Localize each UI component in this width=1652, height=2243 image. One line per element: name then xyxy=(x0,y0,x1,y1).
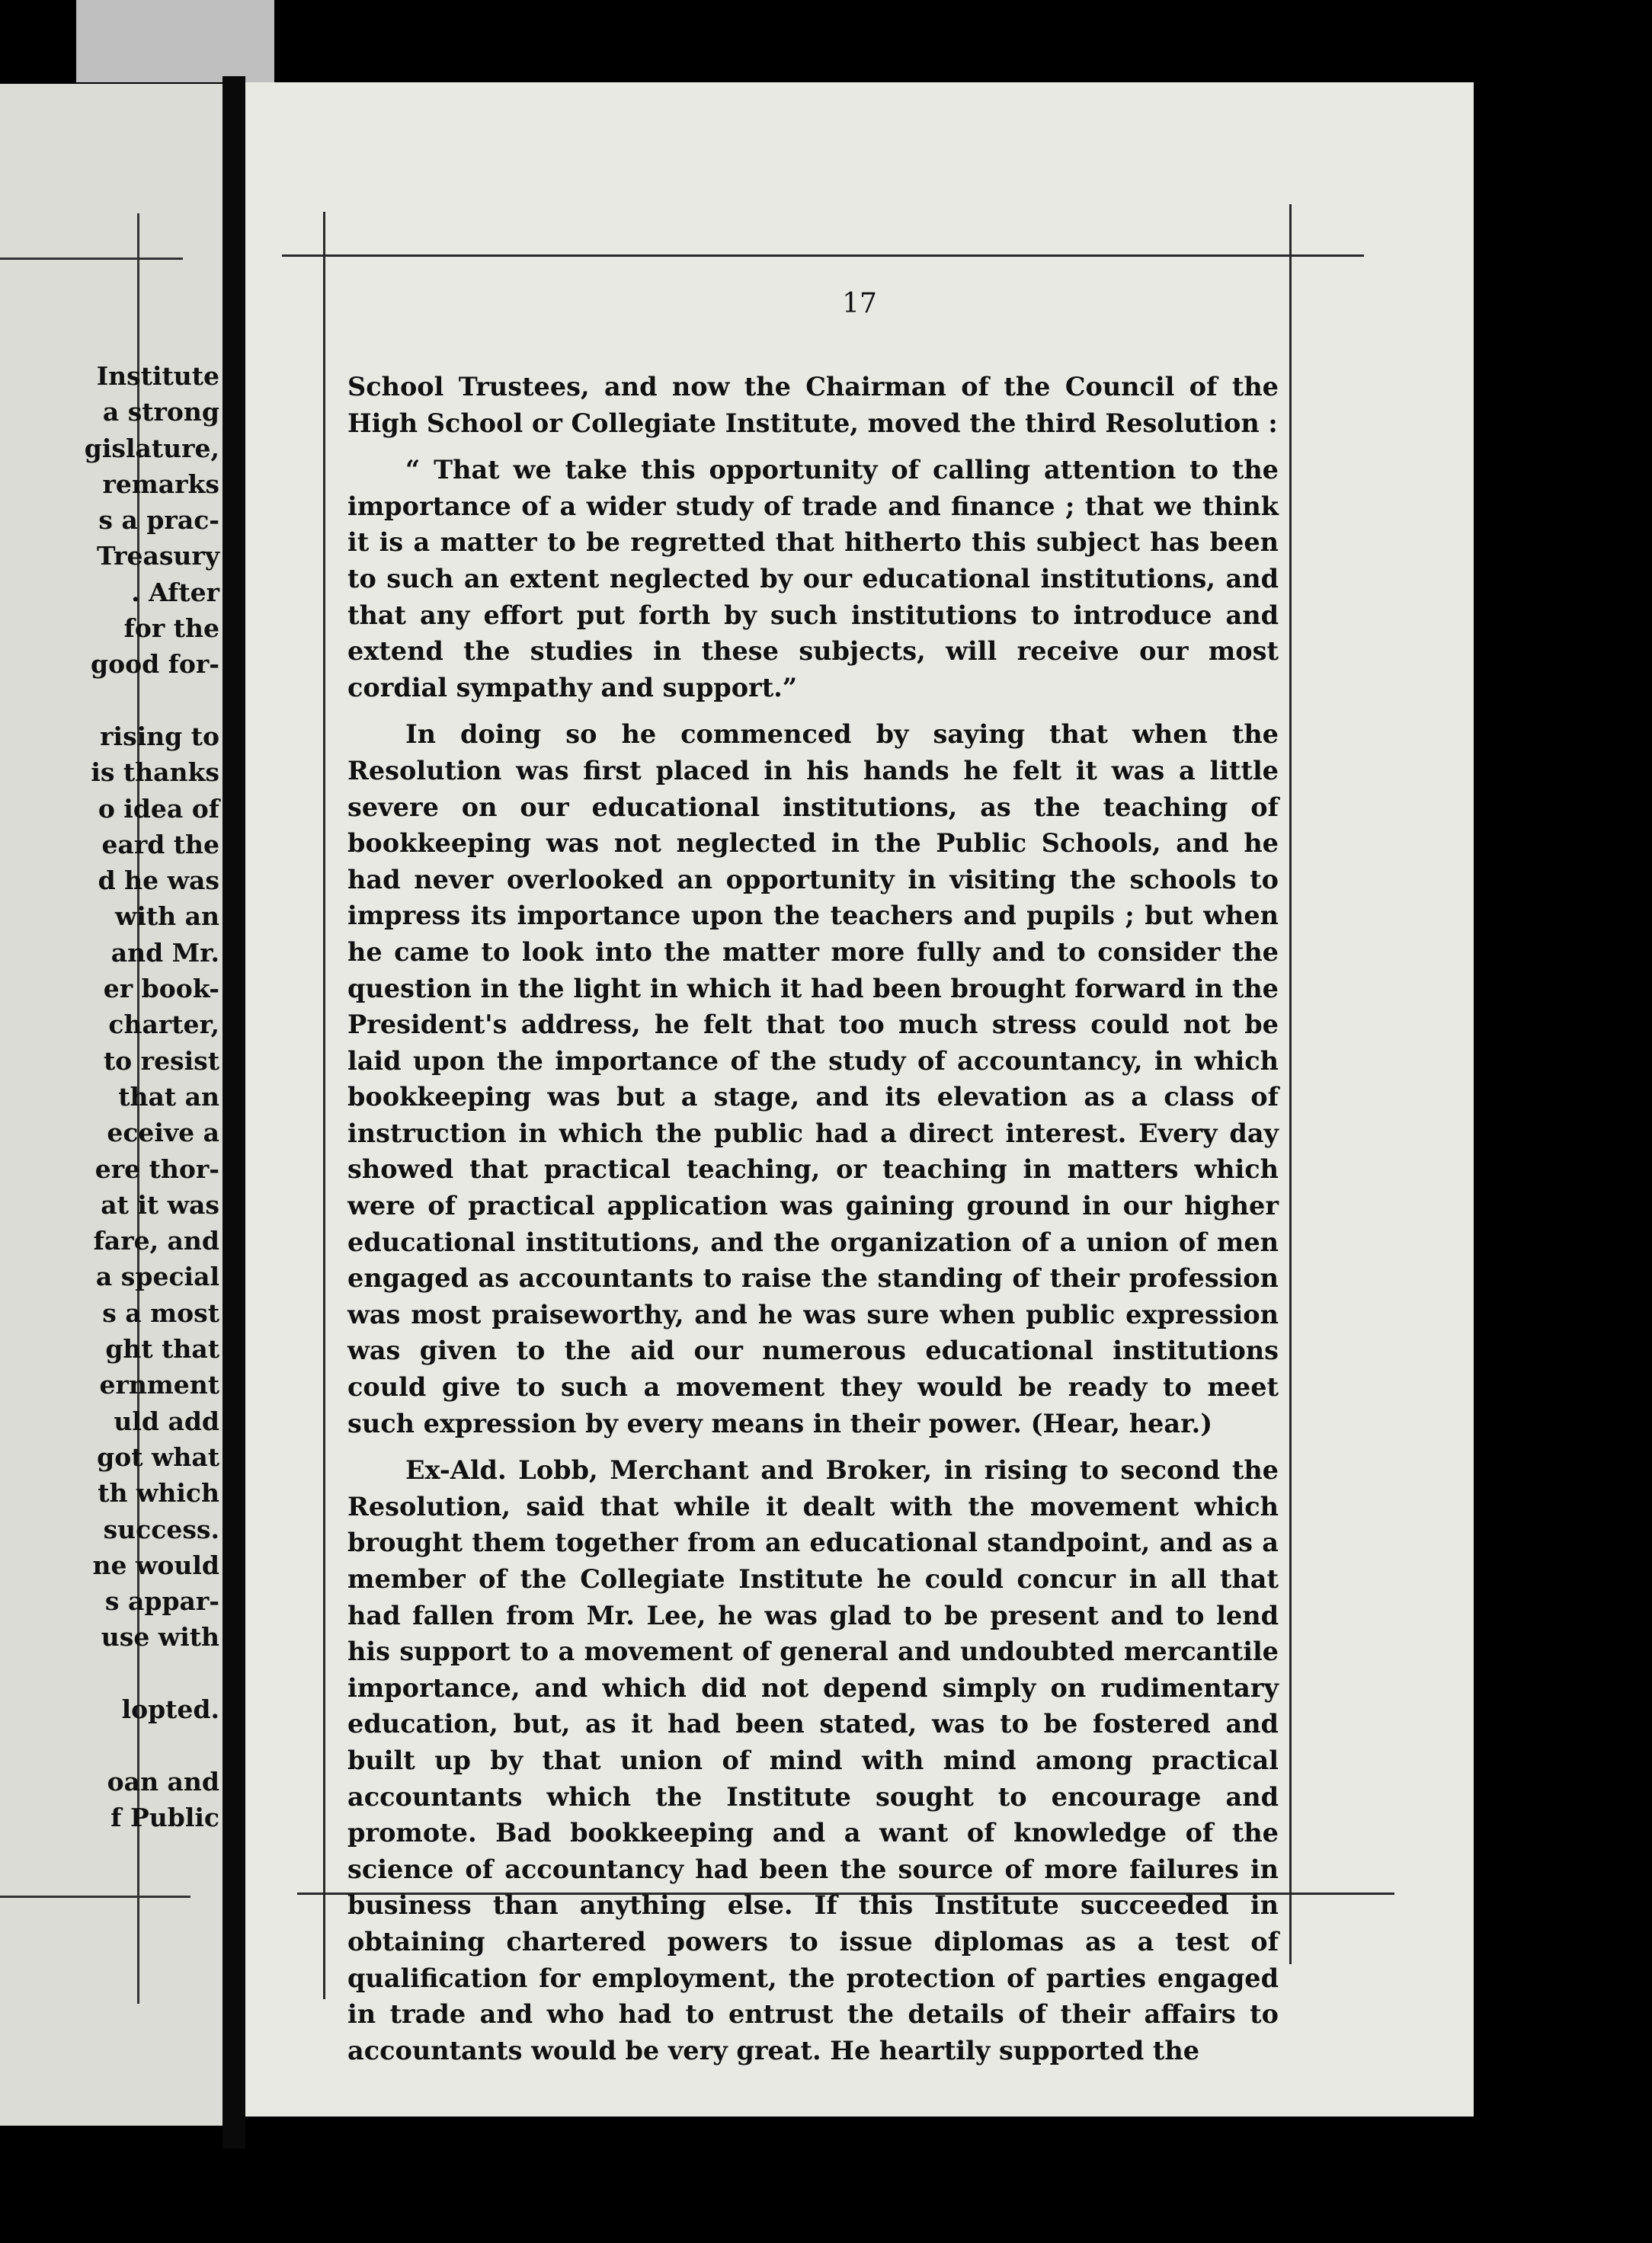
main-page xyxy=(245,82,1474,2117)
left-page-top-rule xyxy=(0,258,183,260)
left-line: that an xyxy=(118,1081,219,1112)
left-line: ernment xyxy=(99,1370,219,1400)
left-line: s a prac- xyxy=(98,505,219,536)
left-line: gislature, xyxy=(84,433,219,463)
left-line: charter, xyxy=(108,1010,219,1040)
left-line: to resist xyxy=(103,1045,219,1076)
left-line: at it was xyxy=(101,1189,219,1220)
left-line: . After xyxy=(131,577,219,607)
left-line: for the xyxy=(123,613,219,644)
left-line: ne would xyxy=(92,1550,219,1580)
left-line: ght that xyxy=(105,1334,219,1365)
left-line: a strong xyxy=(102,397,219,427)
left-line xyxy=(0,683,219,718)
binding-tape xyxy=(76,0,274,82)
left-line: fare, and xyxy=(93,1226,219,1256)
left-line: Treasury xyxy=(96,541,219,571)
left-line: with an xyxy=(114,901,219,932)
left-page-bottom-rule xyxy=(0,1896,190,1898)
left-line: success. xyxy=(103,1514,219,1544)
left-line: f Public xyxy=(110,1802,219,1832)
left-line: is thanks xyxy=(91,757,219,788)
paragraph: Ex-Ald. Lobb, Merchant and Broker, in rising to second the Resolution, said that while it dealt with the movement which brought them together from an educational standpoint, and as a member of the Collegiate Institute he could concur in all that had fallen from Mr. Lee, he was glad to be present and to lend his support to a movement of general and undoubted mercantile importance, and which did not depend simply on rudimentary education, but, as it had been stated, was to be fostered and built up by that union of mind with mind among practical accountants which the Institute sought to encourage and promote. Bad bookkeeping and a want of knowledge of the science of accountancy had been the source of more failures in business than anything else. If this Institute succeeded in obtaining chartered powers to issue diplomas as a test of qualification for employment, the protection of parties engaged in trade and who had to entrust the details of their affairs to accountants would be very great. He heartily supported the xyxy=(347,1455,1279,2065)
left-page-text xyxy=(0,358,219,1835)
paragraph: School Trustees, and now the Chairman of the Council of the High School or Collegiate Institute, moved the third Resolution : xyxy=(347,372,1279,438)
left-line: got what xyxy=(97,1441,219,1472)
left-line: s a most xyxy=(102,1297,219,1328)
left-line: uld add xyxy=(114,1406,219,1436)
paragraph: In doing so he commenced by saying that when the Resolution was first placed in his hands he felt it was a little severe on our educational institutions, as the teaching of bookkeeping was not neglected in the Public Schools, and he had never overlooked an opportunity in visiting the schools to impress its importance upon the teachers and pupils ; but when he came to look into the matter more fully and to consider the question in the light in which it had been brought forward in the President's address, he felt that too much stress could not be laid upon the importance of the study of accountancy, in which bookkeeping was but a stage, and its elevation as a class of instruction in which the public had a direct interest. Every day showed that practical teaching, or teaching in matters which were of practical application was gaining ground in our higher educational institutions, and the organization of a union of men engaged as accountants to raise the standing of their profession was most praiseworthy, and he was sure when public expression was given to the aid our numerous educational institutions could give to such a movement they would be ready to meet such expression by every means in their power. (Hear, hear.) xyxy=(347,719,1279,1438)
left-line: th which xyxy=(98,1478,219,1509)
left-line xyxy=(0,1727,219,1763)
left-line: er book- xyxy=(103,974,219,1004)
left-line: o idea of xyxy=(98,793,219,824)
left-line: eard the xyxy=(101,829,219,859)
left-line: and Mr. xyxy=(110,937,219,968)
left-line: eceive a xyxy=(107,1118,219,1148)
left-line xyxy=(0,1656,219,1691)
frame-rule-left xyxy=(323,212,325,1999)
left-line: oan and xyxy=(107,1766,219,1797)
left-page-fragment xyxy=(0,84,223,2126)
left-line: remarks xyxy=(102,469,219,499)
frame-rule-top xyxy=(282,254,1364,257)
left-line: s appar- xyxy=(104,1586,219,1617)
left-line: d he was xyxy=(98,866,219,896)
page-body xyxy=(347,369,1279,2079)
frame-rule-right xyxy=(1289,204,1292,1964)
left-line: good for- xyxy=(91,649,219,680)
book-spine xyxy=(223,76,245,2149)
page-number: 17 xyxy=(842,288,877,319)
left-line: Institute xyxy=(96,361,219,391)
left-line: use with xyxy=(101,1622,219,1653)
left-line: a special xyxy=(95,1262,219,1292)
left-line: lopted. xyxy=(121,1694,219,1724)
resolution-quote: “ That we take this opportunity of calling attention to the importance of a wider study of trade and finance ; that we think it is a matter to be regretted that hitherto this subject has been to such an extent neglected by our educational institutions, and that any effort put forth by such institutions to introduce and extend the studies in these subjects, will receive our most cordial sympathy and support.” xyxy=(347,455,1279,702)
left-line: ere thor- xyxy=(94,1153,219,1184)
left-line: rising to xyxy=(100,721,219,751)
